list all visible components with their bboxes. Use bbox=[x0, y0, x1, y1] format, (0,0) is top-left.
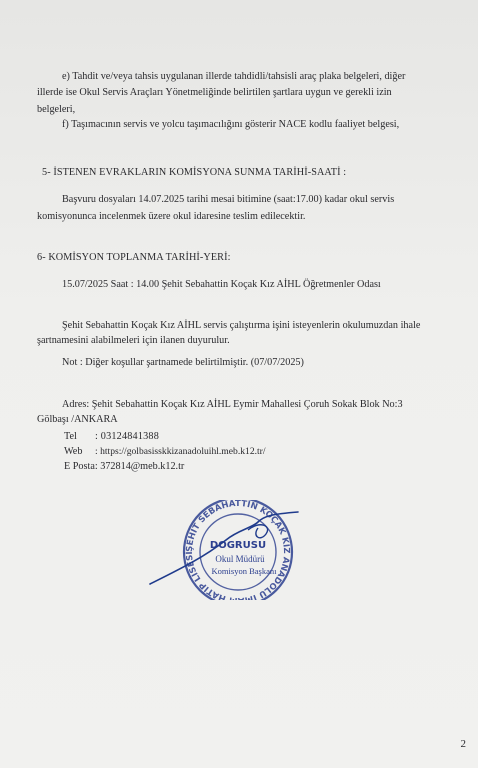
section6-heading: 6- KOMİSYON TOPLANMA TARİHİ-YERİ: bbox=[37, 252, 231, 263]
stamp-line2: Okul Müdürü bbox=[215, 554, 265, 564]
tel-label: Tel bbox=[64, 431, 77, 442]
item-e-line3: belgeleri, bbox=[37, 104, 76, 115]
section5-line2: komisyonunca incelenmek üzere okul idaresine teslim edilecektir. bbox=[37, 211, 306, 222]
section5-line1: Başvuru dosyaları 14.07.2025 tarihi mesai bitimine (saat:17.00) kadar okul servis bbox=[62, 194, 395, 205]
announcement-line2: şartnamesini alabilmeleri için ilanen duyurulur. bbox=[37, 335, 230, 346]
stamp-seal bbox=[148, 500, 328, 600]
section5-heading: 5- İSTENEN EVRAKLARIN KOMİSYONA SUNMA TARİHİ-SAATİ : bbox=[42, 167, 347, 178]
tel-value: : 03124841388 bbox=[95, 431, 160, 442]
email-text: E Posta: 372814@meb.k12.tr bbox=[64, 461, 185, 472]
announcement-line1: Şehit Sebahattin Koçak Kız AİHL servis çalıştırma işini isteyenlerin okulumuzdan ihale bbox=[62, 320, 421, 331]
item-f-line: f) Taşımacının servis ve yolcu taşımacılığını gösterir NACE kodlu faaliyet belgesi, bbox=[62, 119, 400, 130]
item-e-line2: illerde ise Okul Servis Araçları Yönetmeliğinde belirtilen şartlara uygun ve gerekli izin bbox=[37, 87, 392, 98]
page-number: 2 bbox=[460, 738, 466, 750]
item-e-line1: e) Tahdit ve/veya tahsis uygulanan illerde tahdidli/tahsisli araç plaka belgeleri, diğer bbox=[62, 71, 406, 82]
address-line1: Adres: Şehit Sebahattin Koçak Kız AİHL Eymir Mahallesi Çoruh Sokak Blok No:3 bbox=[62, 399, 403, 410]
stamp-line3: Komisyon Başkanı bbox=[211, 566, 277, 576]
web-label: Web bbox=[64, 446, 83, 457]
section6-line: 15.07/2025 Saat : 14.00 Şehit Sebahattin Koçak Kız AİHL Öğretmenler Odası bbox=[62, 279, 381, 290]
web-value: : https://golbasisskkizanadoluihl.meb.k12.tr/ bbox=[95, 446, 266, 457]
stamp-ring-text: ŞEHİT SEBAHATTİN KOÇAK KIZ ANADOLU İMAM HATİP LİSESİ bbox=[184, 500, 292, 600]
address-line2: Gölbaşı /ANKARA bbox=[37, 414, 118, 425]
note-text: Not : Diğer koşullar şartnamede belirtilmiştir. (07/07/2025) bbox=[62, 357, 304, 368]
official-stamp bbox=[148, 500, 328, 605]
stamp-line1: DOGRUSU bbox=[209, 540, 267, 551]
